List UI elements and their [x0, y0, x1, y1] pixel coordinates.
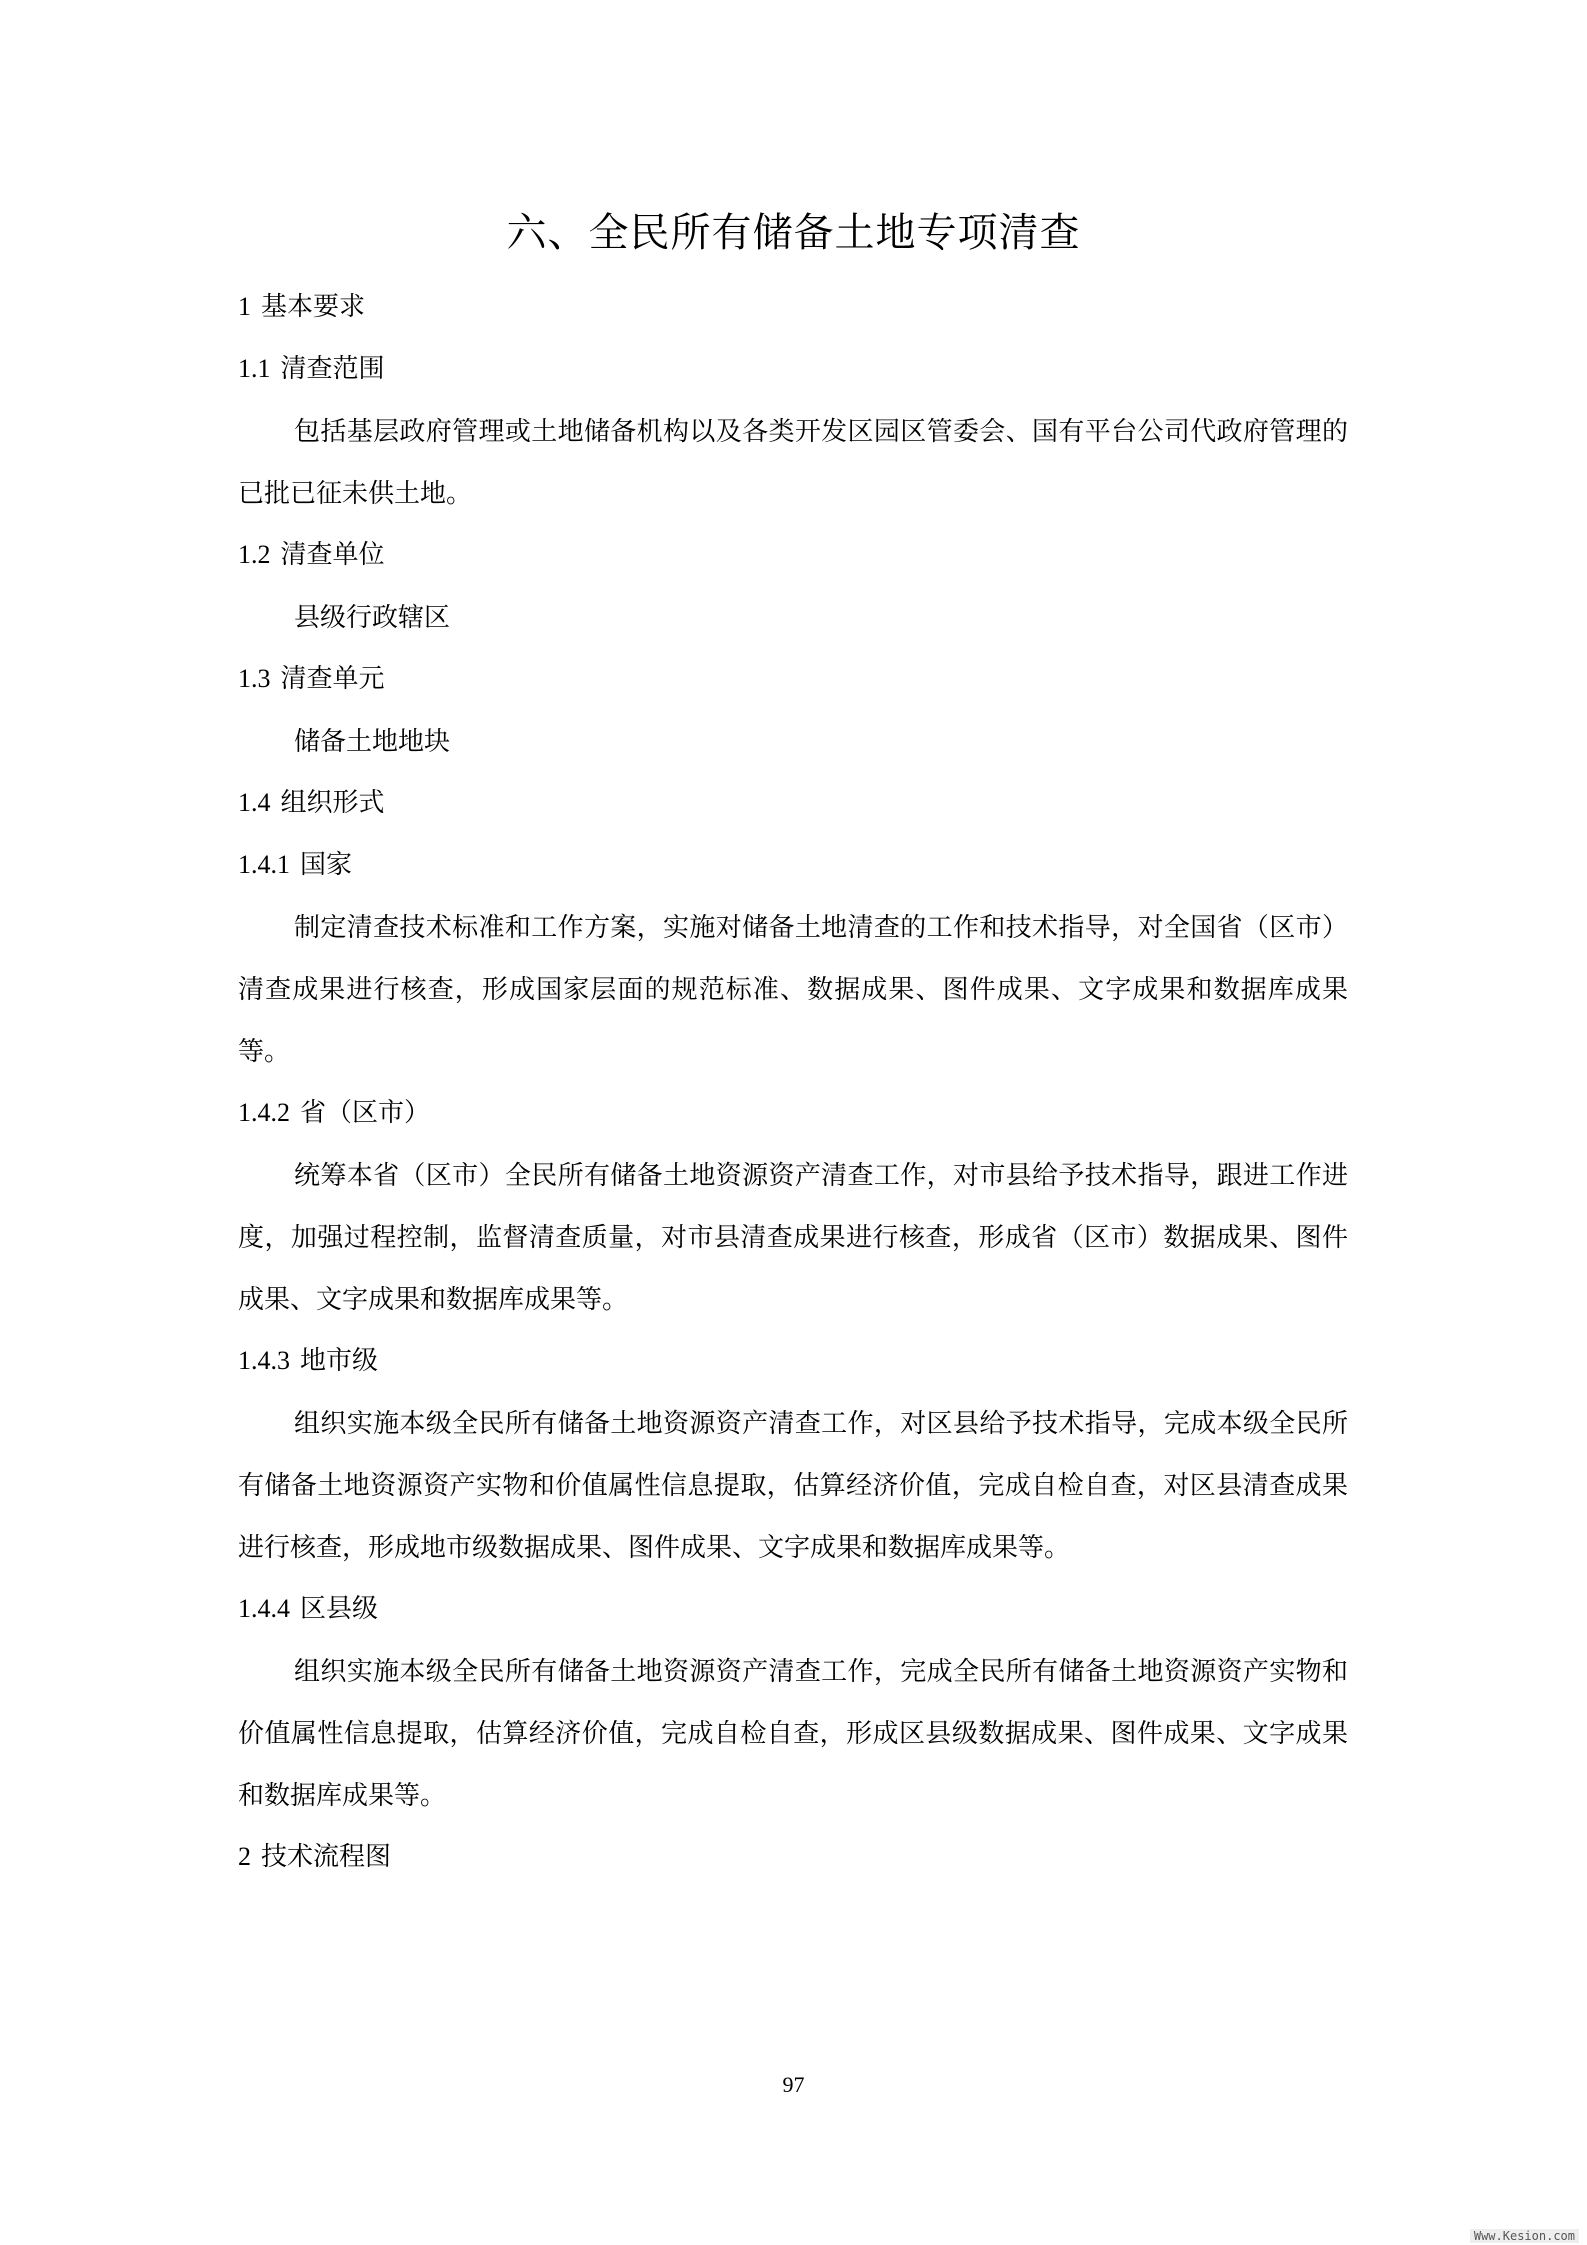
page-number: 97: [782, 2072, 805, 2097]
section-title: 清查单位: [280, 540, 385, 570]
section-title: 省（区市）: [300, 1098, 431, 1128]
paragraph-national: 制定清查技术标准和工作方案，实施对储备土地清查的工作和技术指导，对全国省（区市）清查成果进行核查，形成国家层面的规范标准、数据成果、图件成果、文字成果和数据库成果等。: [238, 913, 1348, 1067]
section-heading-1-1: [238, 351, 385, 387]
section-title: 地市级: [300, 1346, 379, 1376]
paragraph-scope: 包括基层政府管理或土地储备机构以及各类开发区园区管委会、国有平台公司代政府管理的已批已征未供土地。: [238, 417, 1348, 509]
section-number: 1.4.3: [238, 1346, 290, 1375]
section-title: 组织形式: [280, 788, 385, 818]
paragraph-unit: 县级行政辖区: [294, 603, 451, 633]
section-number: 1: [238, 292, 251, 321]
section-number: 1.4.1: [238, 850, 290, 879]
paragraph-city: 组织实施本级全民所有储备土地资源资产清查工作，对区县给予技术指导，完成本级全民所有储备土地资源资产实物和价值属性信息提取，估算经济价值，完成自检自查，对区县清查成果进行核查，形成地市级数据成果、图件成果、文字成果和数据库成果等。: [238, 1409, 1348, 1563]
section-number: 1.4: [238, 788, 271, 817]
section-title: 区县级: [300, 1594, 379, 1624]
section-heading-1-4: [238, 785, 385, 821]
section-heading-2: [238, 1839, 391, 1875]
section-heading-1: [238, 289, 365, 325]
section-heading-1-2: [238, 537, 385, 573]
paragraph-county: 组织实施本级全民所有储备土地资源资产清查工作，完成全民所有储备土地资源资产实物和价值属性信息提取，估算经济价值，完成自检自查，形成区县级数据成果、图件成果、文字成果和数据库成果等。: [238, 1657, 1348, 1811]
section-heading-1-4-3: [238, 1343, 378, 1379]
watermark: Www.Kesion.com: [1470, 2229, 1579, 2243]
section-heading-1-4-2: [238, 1095, 430, 1131]
paragraph-province: 统筹本省（区市）全民所有储备土地资源资产清查工作，对市县给予技术指导，跟进工作进度，加强过程控制，监督清查质量，对市县清查成果进行核查，形成省（区市）数据成果、图件成果、文字成果和数据库成果等。: [238, 1161, 1348, 1315]
paragraph-element: 储备土地地块: [294, 727, 451, 757]
section-number: 1.4.2: [238, 1098, 290, 1127]
section-number: 1.4.4: [238, 1594, 290, 1623]
section-heading-1-4-1: [238, 847, 352, 883]
section-title: 基本要求: [261, 292, 366, 322]
section-number: 1.1: [238, 354, 271, 383]
section-title: 清查单元: [280, 664, 385, 694]
section-title: 技术流程图: [261, 1842, 392, 1872]
section-number: 2: [238, 1842, 251, 1871]
section-heading-1-3: [238, 661, 385, 697]
page-title: 六、全民所有储备土地专项清查: [506, 210, 1081, 256]
section-title: 清查范围: [280, 354, 385, 384]
section-number: 1.3: [238, 664, 271, 693]
section-title: 国家: [300, 850, 353, 880]
section-heading-1-4-4: [238, 1591, 378, 1627]
section-number: 1.2: [238, 540, 271, 569]
